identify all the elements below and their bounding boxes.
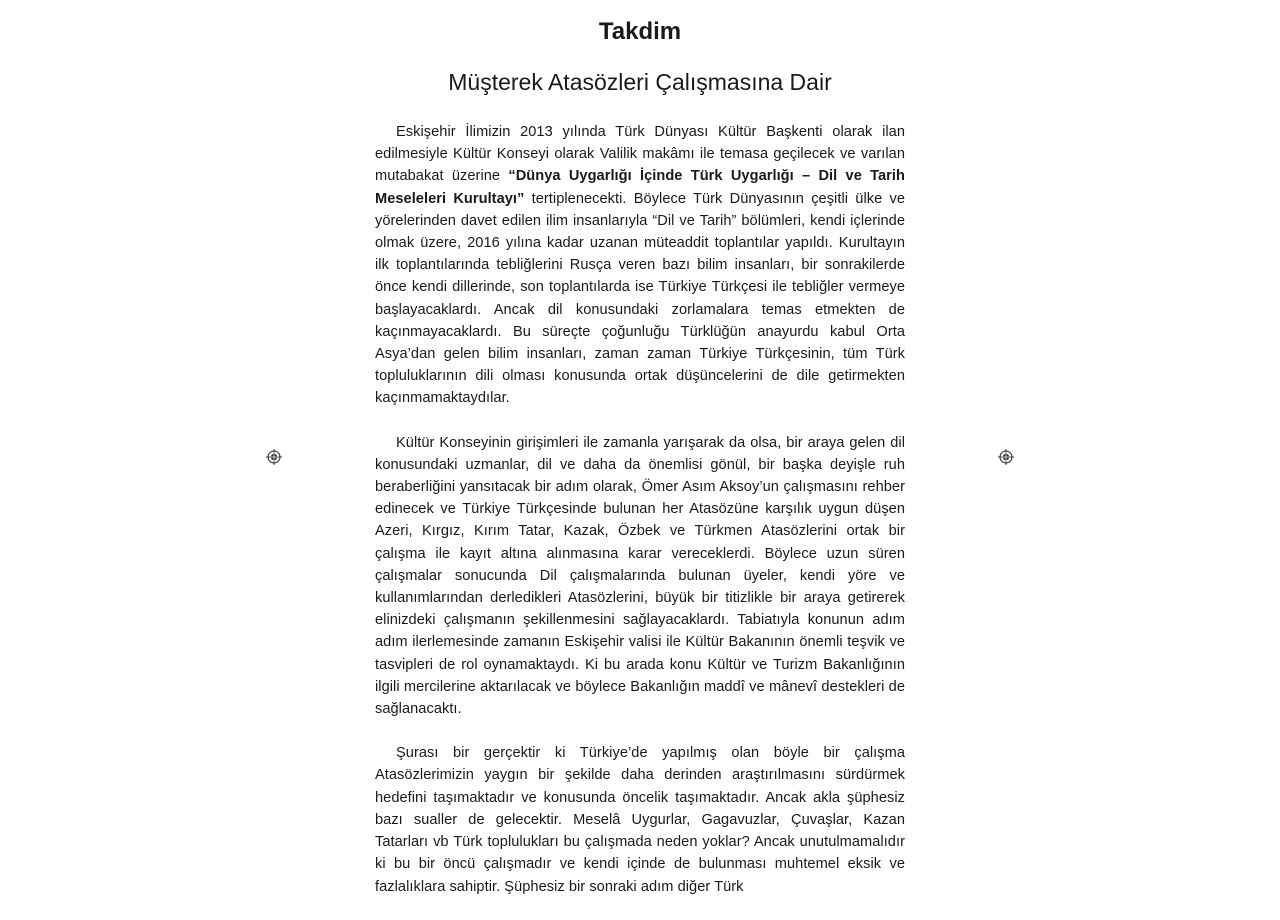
paragraph-2: Kültür Konseyinin girişimleri ile zamanla yarışarak da olsa, bir araya gelen dil konusundaki uzmanlar, dil ve daha da önemlisi gönül, bir başka deyişle ruh beraberliğini yansıtacak bir adım olarak, Ömer Asım Aksoy’un çalışmasını rehber edinecek ve Türkiye Türkçesinde bulunan her Atasözüne karşılık uygun düşen Azeri, Kırgız, Kırım Tatar, Kazak, Özbek ve Türkmen Atasözlerini ortak bir çalışma ile kayıt altına alınmasına karar vereceklerdi. Böylece uzun süren çalışmalar sonucunda Dil çalışmalarında bulunan üyeler, kendi yöre ve kullanımlarından derledikleri Atasözlerini, büyük bir titizlikle bir araya getirerek elinizdeki çalışmanın şekillenmesini sağlayacaklardı. Tabiatıyla konunun adım adım ilerlemesinde zamanın Eskişehir valisi ile Kültür Bakanının önemli teşvik ve tasvipleri de rol oynamaktaydı. Ki bu arada konu Kültür ve Turizm Bakanlığının ilgili mercilerine aktarılacak ve böylece Bakanlığın maddî ve mânevî destekleri de sağlanacaktı. — [375, 434, 905, 718]
registration-mark-icon — [998, 449, 1014, 465]
paragraph-1-bold-text: “Dünya Uygarlığı İçinde Türk Uygarlığı – Dil ve Tarih Meseleleri Kurultayı” — [375, 168, 905, 207]
paragraph-1-text-start: Eskişehir İlimizin 2013 yılında Türk Dünyası Kültür Başkenti olarak ilan edilmesiyle Kültür Konseyi olarak Valilik makâmı ile temasa geçilecek ve varılan mutabakat üzerine — [375, 124, 905, 185]
registration-mark-icon — [266, 449, 282, 465]
paragraph-1-text-end: tertiplenecekti. Böylece Türk Dünyasının çeşitli ülke ve yörelerinden davet edilen ilim insanlarıyla “Dil ve Tarih” bölümleri, kendi içlerinde olmak üzere, 2016 yılına kadar uzanan müteaddit toplantılar yapıldı. Kurultayın ilk toplantılarında tebliğlerini Rusça veren bazı bilim insanları, bir sonrakilerde önce kendi dillerinde, son toplantılarda ise Türkiye Türkçesi ile tebliğler vermeye başlayacaklardı. Ancak dil konusundaki zorlamalara temas etmekten de kaçınmayacaklardı. Bu süreçte çoğunluğu Türklüğün anayurdu kabul Orta Asya’dan gelen bilim insanları, zaman zaman Türkiye Türkçesinin, tüm Türk topluluklarının dili olması konusunda ortak düşüncelerini de dile getirmekten kaçınmamaktaydılar. — [375, 190, 906, 407]
paragraph-1 — [375, 121, 905, 410]
page-title: Takdim — [598, 18, 682, 45]
body-text — [375, 121, 905, 920]
paragraph-3: Şurası bir gerçektir ki Türkiye’de yapılmış olan böyle bir çalışma Atasözlerimizin yaygın bir şekilde daha derinden araştırılmasını sürdürmek hedefini taşımaktadır ve konusunda öncelik taşımaktadır. Ancak akla şüphesiz bazı sualler de gelecektir. Meselâ Uygurlar, Gagavuzlar, Çuvaşlar, Kazan Tatarları vb Türk toplulukları bu çalışmada neden yoklar? Ancak unutulmamalıdır ki bu bir öncü çalışmadır ve kendi içinde de bulunması muhtemel eksik ve fazlalıklara sahiptir. Şüphesiz bir sonraki adım diğer Türk — [375, 745, 905, 895]
page-subtitle: Müşterek Atasözleri Çalışmasına Dair — [448, 69, 832, 95]
